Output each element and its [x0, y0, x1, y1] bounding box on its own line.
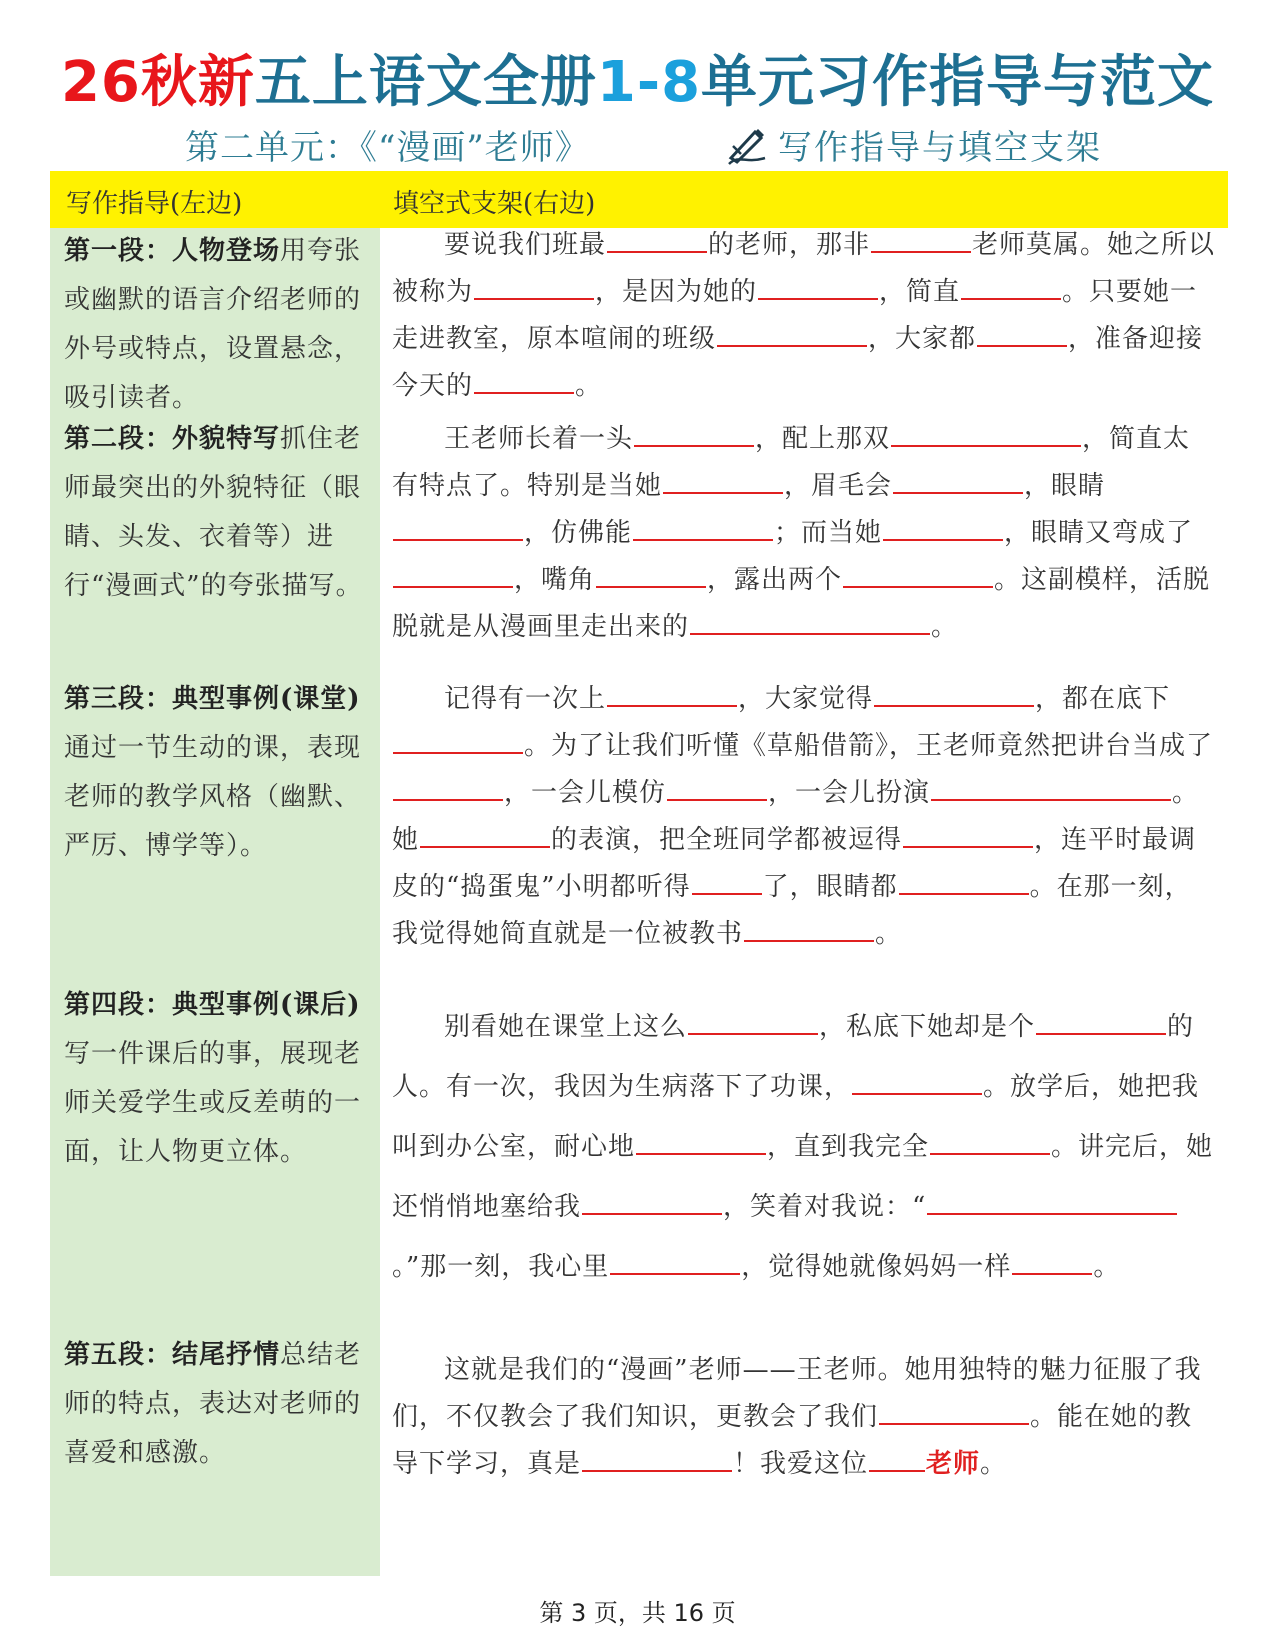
subtitle [0, 118, 1275, 168]
text-segment: 。 [875, 919, 903, 949]
text-segment: 记得有一次上 [444, 684, 607, 714]
text-segment: 。只要她一走进教室，原本喧闹的班级 [392, 277, 1198, 354]
title-part-red: 26秋新 [60, 50, 255, 115]
paragraph-4 [392, 997, 1217, 1297]
guide-text: 写一件课后的事，展现老师关爱学生或反差萌的一面，让人物更立体。 [64, 1039, 362, 1167]
text-segment: 。”那一刻，我心里 [392, 1252, 610, 1282]
fill-blank[interactable] [692, 863, 762, 895]
text-segment: ，仿佛能 [524, 518, 633, 548]
text-segment: ，眉毛会 [784, 471, 893, 501]
text-segment: 。放学后，她把我叫到办公室，耐心地 [392, 1072, 1200, 1162]
fill-blank[interactable] [663, 462, 783, 494]
fill-blank[interactable] [930, 1123, 1050, 1155]
text-segment: ，一会儿模仿 [504, 778, 667, 808]
text-segment: ，觉得她就像妈妈一样 [741, 1252, 1012, 1282]
text-segment: ，准备迎接今天的 [392, 324, 1204, 401]
title-part-dark: 五上语文全册 [254, 50, 597, 115]
text-segment: ，私底下她却是个 [819, 1012, 1036, 1042]
title-part-dark-2: 单元习作指导与范文 [701, 50, 1215, 115]
text-segment: ，简直太有特点了。特别是当她 [392, 424, 1191, 501]
fill-blank[interactable] [903, 816, 1033, 848]
section-title: 写作指导与填空支架 [778, 128, 1102, 168]
fill-blank[interactable] [607, 675, 737, 707]
fill-blank[interactable] [874, 675, 1034, 707]
fill-blank[interactable] [977, 315, 1067, 347]
text-segment: 。 [931, 612, 959, 642]
text-segment: 。 [1093, 1252, 1121, 1282]
guide-heading: 第二段：外貌特写 [64, 424, 281, 454]
fill-blank[interactable] [879, 1393, 1029, 1425]
header-left: 写作指导(左边) [66, 189, 243, 219]
fill-blank[interactable] [744, 910, 874, 942]
text-segment: ，配上那双 [755, 424, 891, 454]
fill-blank[interactable] [688, 1003, 818, 1035]
fill-blank[interactable] [843, 556, 993, 588]
guide-3 [64, 675, 366, 871]
text-segment: ，直到我完全 [767, 1132, 930, 1162]
unit-title: 第二单元：《“漫画”老师》 [185, 128, 590, 168]
fill-blank[interactable] [690, 603, 930, 635]
fill-blank[interactable] [883, 509, 1003, 541]
pen-writing-icon [725, 124, 767, 166]
text-segment: 要说我们班最 [444, 230, 607, 260]
paragraph-3 [392, 675, 1217, 957]
fill-blank[interactable] [610, 1243, 740, 1275]
paragraph-1 [392, 221, 1217, 409]
text-segment: ，大家觉得 [738, 684, 874, 714]
text-segment: 了，眼睛都 [762, 872, 898, 902]
text-segment: ，都在底下 [1035, 684, 1171, 714]
fill-blank[interactable] [636, 1123, 766, 1155]
text-segment: 。 [980, 1449, 1008, 1479]
document-title [0, 38, 1275, 118]
fill-blank[interactable] [927, 1183, 1177, 1215]
guide-heading: 第三段：典型事例(课堂) [64, 684, 361, 714]
guide-text: 抓住老师最突出的外貌特征（眼睛、头发、衣着等）进行“漫画式”的夸张描写。 [64, 424, 363, 601]
text-segment: 老师莫属。她之所以被称为 [392, 230, 1216, 307]
guide-heading: 第一段：人物登场 [64, 236, 281, 266]
text-segment: 的人。有一次，我因为生病落下了功课， [392, 1012, 1195, 1102]
fill-blank[interactable] [596, 556, 706, 588]
text-segment: 。她 [392, 778, 1200, 855]
fill-blank[interactable] [893, 462, 1023, 494]
text-segment: ，笑着对我说：“ [723, 1192, 927, 1222]
fill-blank[interactable] [474, 268, 594, 300]
text-segment: ，大家都 [868, 324, 977, 354]
guide-table [50, 171, 1228, 1576]
text-segment: 。为了让我们听懂《草船借箭》，王老师竟然把讲台当成了 [524, 731, 1214, 761]
fill-blank[interactable] [717, 315, 867, 347]
text-segment: 。能在她的教导下学习，真是 [392, 1402, 1193, 1479]
guide-2 [64, 415, 366, 611]
header-right: 填空式支架(右边) [393, 189, 596, 219]
fill-blank[interactable] [758, 268, 878, 300]
page-number: 第 3 页，共 16 页 [539, 1599, 736, 1627]
fill-blank[interactable] [582, 1440, 732, 1472]
guide-heading: 第五段：结尾抒情 [64, 1340, 281, 1370]
guide-4 [64, 981, 366, 1177]
text-segment: ，一会儿扮演 [768, 778, 931, 808]
text-segment: 。这副模样，活脱脱就是从漫画里走出来的 [392, 565, 1211, 642]
fill-blank[interactable] [582, 1183, 722, 1215]
fill-blank[interactable] [393, 556, 513, 588]
text-segment: 的表演，把全班同学都被逗得 [551, 825, 903, 855]
fill-blank[interactable] [1012, 1243, 1092, 1275]
fill-blank[interactable] [869, 1440, 925, 1472]
text-segment: ，眼睛 [1024, 471, 1106, 501]
fill-blank[interactable] [961, 268, 1061, 300]
paragraph-2 [392, 415, 1217, 650]
fill-blank[interactable] [420, 816, 550, 848]
text-segment: ，嘴角 [514, 565, 596, 595]
text-segment: ，是因为她的 [595, 277, 758, 307]
fill-blank[interactable] [667, 769, 767, 801]
table-header [50, 171, 1228, 228]
guide-text: 用夸张或幽默的语言介绍老师的外号或特点，设置悬念，吸引读者。 [64, 236, 362, 413]
fill-blank[interactable] [393, 769, 503, 801]
text-segment: ，连平时最调皮的“捣蛋鬼”小明都听得 [392, 825, 1197, 902]
fill-blank[interactable] [1036, 1003, 1166, 1035]
fill-blank[interactable] [871, 221, 971, 253]
title-part-blue: 1-8 [596, 50, 702, 115]
guide-1 [64, 227, 366, 423]
text-segment: ，露出两个 [707, 565, 843, 595]
text-segment: ，眼睛又弯成了 [1004, 518, 1194, 548]
fill-blank[interactable] [899, 863, 1029, 895]
fill-blank[interactable] [393, 509, 523, 541]
text-segment: ；而当她 [774, 518, 883, 548]
fill-blank[interactable] [931, 769, 1171, 801]
fill-blank[interactable] [852, 1063, 982, 1095]
guide-text: 总结老师的特点，表达对老师的喜爱和感激。 [64, 1340, 362, 1468]
paragraph-5 [392, 1347, 1217, 1487]
guide-heading: 第四段：典型事例(课后) [64, 990, 361, 1020]
text-segment: 。讲完后，她还悄悄地塞给我 [392, 1132, 1214, 1222]
fill-blank[interactable] [474, 362, 574, 394]
fill-blank[interactable] [633, 509, 773, 541]
text-segment: 王老师长着一头 [444, 424, 634, 454]
text-segment: 这就是我们的“漫画”老师——王老师。她用独特的魅力征服了我们，不仅教会了我们知识，更教会了我们 [392, 1355, 1202, 1432]
text-segment: 。在那一刻，我觉得她简直就是一位被教书 [392, 872, 1192, 949]
text-segment: ，简直 [879, 277, 961, 307]
text-segment: 别看她在课堂上这么 [444, 1012, 688, 1042]
guide-5 [64, 1331, 366, 1478]
fill-blank[interactable] [634, 415, 754, 447]
text-segment: 。 [575, 371, 603, 401]
sample-answer: 老师 [926, 1449, 981, 1479]
text-segment: 的老师，那非 [708, 230, 871, 260]
fill-blank[interactable] [607, 221, 707, 253]
text-segment: ！我爱这位 [733, 1449, 869, 1479]
fill-blank[interactable] [891, 415, 1081, 447]
guide-text: 通过一节生动的课，表现老师的教学风格（幽默、严厉、博学等）。 [64, 733, 362, 861]
fill-blank[interactable] [393, 722, 523, 754]
